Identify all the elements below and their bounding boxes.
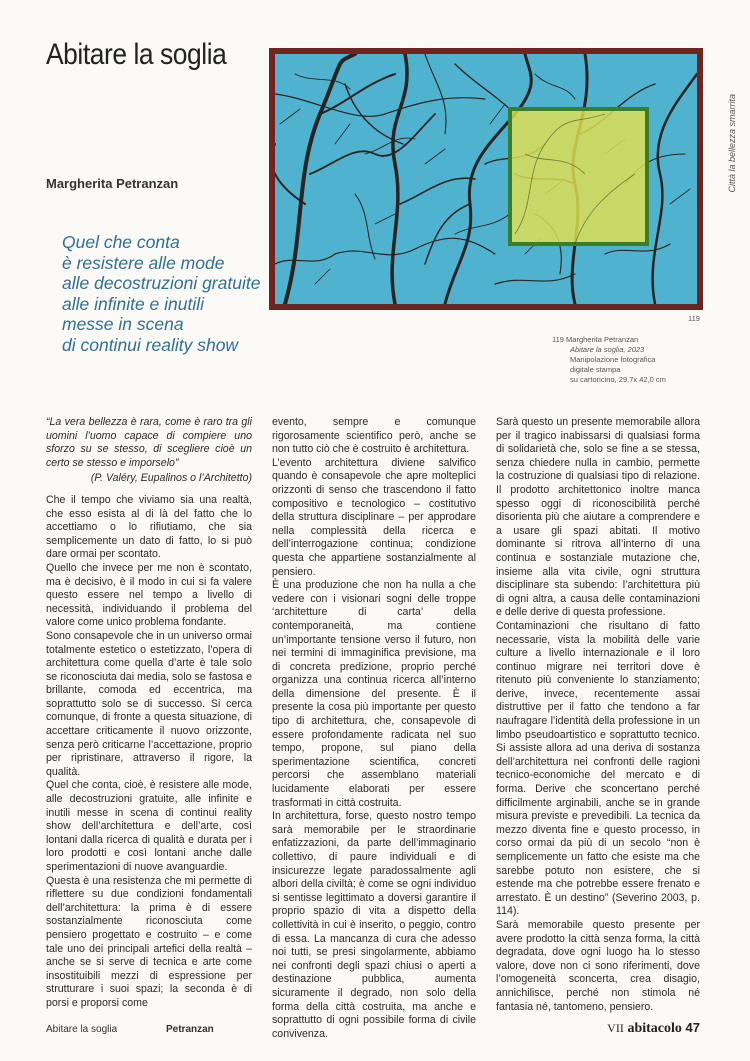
paragraph: Sarà memorabile questo presente per avere prodotto la città senza forma, la città degradata, dove ogni luogo ha lo stesso valore, dove non ci sono riferimenti, dove l’omogeneità sconcerta, crea disagio, annichilisce, perché non stimola né fantasia né, tantomeno, pensiero. (496, 918, 700, 1013)
paragraph: È una produzione che non ha nulla a che vedere con i visionari sogni delle troppe ‘architetture di carta’ della contemporaneità, ma contiene un’importante tensione verso il futuro, non nei termini di immaginifica previsione, ma di concreta predizione, proprio perché organizza una continua ricerca all’interno della dimensione del presente. È il presente la cosa più importante per questo tipo di architettura, che, consapevole di essere profondamente radicata nel suo tempo, propone, sul piano della sperimentazione scientifica, concreti percorsi che assemblano materiali lucidamente elaborati per essere trasformati in città costruita. (272, 579, 476, 809)
paragraph: Questa è una resistenza che mi permette di riflettere su due condizioni fondamentali dell’architettura: la prima è di essere sostanzialmente riconosciuta come pensiero progettato e costruito – e come tale uno dei principali artefici della realtà – anche se si serve di tecnica e arte come insostituibili mezzi di espressione per strutturare i suoi spazi; la seconda è di porsi e proporsi come (46, 874, 252, 1009)
caption-line: su cartoncino, 29,7x 42,0 cm (570, 375, 666, 384)
paragraph: Quello che invece per me non è scontato, ma è decisivo, è il modo in cui si fa valere questo essere nel tempo a livello di necessità, individuando il problema del valore come unico problema fondante. (46, 561, 252, 629)
paragraph: evento, sempre e comunque rigorosamente scientifico però, anche se non tutto ciò che è costruito è architettura. (272, 416, 476, 456)
footer-author: Petranzan (166, 1024, 214, 1035)
text-column-2 (272, 416, 476, 1041)
figure-caption (552, 335, 666, 385)
figure-number: 119 (688, 314, 700, 323)
artwork-photo (275, 54, 697, 304)
paragraph: Che il tempo che viviamo sia una realtà, che esso esista al di là del fatto che lo accettiamo o lo rifiutiamo, che sia semplicemente un dato di fatto, lo si può dare ormai per scontato. (46, 493, 252, 561)
caption-line: Manipolazione fotografica (570, 355, 656, 364)
pull-quote-line: alle infinite e inutili (62, 293, 205, 314)
epigraph: “La vera bellezza è rara, come è raro tra gli uomini l’uomo capace di compiere uno sforzo su se stesso, di scegliere cioè un certo se stesso e imporselo” (46, 416, 252, 469)
page-number: 47 (685, 1020, 700, 1035)
pull-quote-line: è resistere alle mode (62, 252, 225, 273)
pull-quote (62, 232, 272, 355)
artwork-frame (269, 48, 703, 310)
footer-section-title: Abitare la soglia (46, 1024, 118, 1035)
paragraph: Contaminazioni che risultano di fatto necessarie, vista la mobilità delle varie culture a livello internazionale e il loro continuo migrare nei territori dove è ritenuto più conveniente lo stanziamento; derive, invece, recentemente assai distruttive per il fatto che tendono a far naufragare l’identità della professione in un limbo pseudoartistico e soprattutto tecnico. Si assiste allora ad una deriva di sostanza dell’architettura nei confronti delle ragioni tecnico-economiche del mercato e di forma. Derive che sconcertano perché difficilmente arginabili, anche se in grande misura previste e prevedibili. La tecnica da mezzo diventa fine e questo processo, in corso ormai da più di un secolo “non è semplicemente un fatto che esiste ma che sarebbe potuto non esistere, che si estende ma che potrebbe essere frenato e arrestato. È un destino” (Severino 2003, p. 114). (496, 619, 700, 918)
pull-quote-line: alle decostruzioni gratuite (62, 273, 261, 293)
paragraph: L’evento architettura diviene salvifico quando è consapevole che apre molteplici orizzonti di senso che trascendono il fatto compositivo e tecnologico – costitutivo della struttura disciplinare – per approdare nella complessità della ricerca e dell’interrogazione continua; condizione questa che appartiene sostanzialmente al pensiero. (272, 456, 476, 578)
volume-number: VII (607, 1021, 624, 1035)
footer-magazine (607, 1020, 700, 1037)
epigraph-source: (P. Valéry, Eupalinos o l’Architetto) (90, 472, 252, 485)
paragraph: Quel che conta, cioè, è resistere alle mode, alle decostruzioni gratuite, alle infinite e inutili messe in scena di continui reality show dell’architettura e dell’arte, così lontani dalla ricerca di qualità e durata per i loro prodotti e così lontani anche dalle sperimentazioni di nuove avanguardie. (46, 779, 252, 873)
caption-line: 119 Margherita Petranzan (552, 335, 639, 344)
magazine-name: abitacolo (627, 1021, 682, 1036)
paragraph: Sono consapevole che in un universo ormai totalmente estetico o estetizzato, l’opera di architettura come quella d’arte è tale solo se riconosciuta dai media, solo se fastosa e brillante, comoda ed eccentrica, ma soprattutto solo se di successo. Si cerca comunque, di fronte a questa situazione, di accettare criticamente il nuovo orizzonte, senza però criticarne l’accettazione, proprio per ripristinare, attraverso il rigore, la qualità. (46, 629, 252, 778)
caption-line: Abitare la soglia, 2023 (570, 345, 645, 354)
pull-quote-line: di continui reality show (62, 334, 239, 355)
tree-branches-image (275, 54, 697, 304)
section-side-label: Città la bellezza smarrita (727, 94, 737, 193)
paragraph: In architettura, forse, questo nostro tempo sarà memorabile per le straordinarie enfatizzazioni, da parte dell’immaginario collettivo, di paure individuali e di insicurezze legate paradossalmente agli albori della civiltà; è come se ogni individuo si sentisse legittimato a doversi garantire il proprio spazio di vita a dispetto della collettività in cui è inserito, o peggio, contro di essa. La mancanza di cura che adesso noi tutti, se presi singolarmente, abbiamo nei confronti degli spazi chiusi o aperti a destinazione pubblica, aumenta sicuramente il degrado, non solo della forma della città costruita, ma anche e soprattutto di ogni possibile forma di civile convivenza. (272, 810, 476, 1040)
page-title: Abitare la soglia (46, 38, 227, 71)
pull-quote-line: Quel che conta (62, 232, 180, 252)
text-column-3 (496, 416, 700, 1014)
pull-quote-line: messe in scena (62, 314, 184, 334)
caption-line: digitale stampa (570, 365, 621, 374)
author-name: Margherita Petranzan (46, 176, 179, 191)
paragraph: Sarà questo un presente memorabile allora per il tragico inabissarsi di qualsiasi forma di solidarietà che, solo se fine a se stessa, senza chiedere nulla in cambio, permette la costruzione di qualsiasi tipo di relazione. Il prodotto architettonico inoltre manca spesso oggi di riconoscibilità perché disorienta più che aiutare a comprendere e a usare gli spazi abitati. Il motivo dominante si ritrova all’interno di una continua e sostanziale mutazione che, insieme alla vita civile, ogni struttura disciplinare sta subendo: l’architettura più di ogni altra, a causa delle contaminazioni e delle derive di questa professione. (496, 416, 700, 619)
text-column-1 (46, 416, 252, 1011)
